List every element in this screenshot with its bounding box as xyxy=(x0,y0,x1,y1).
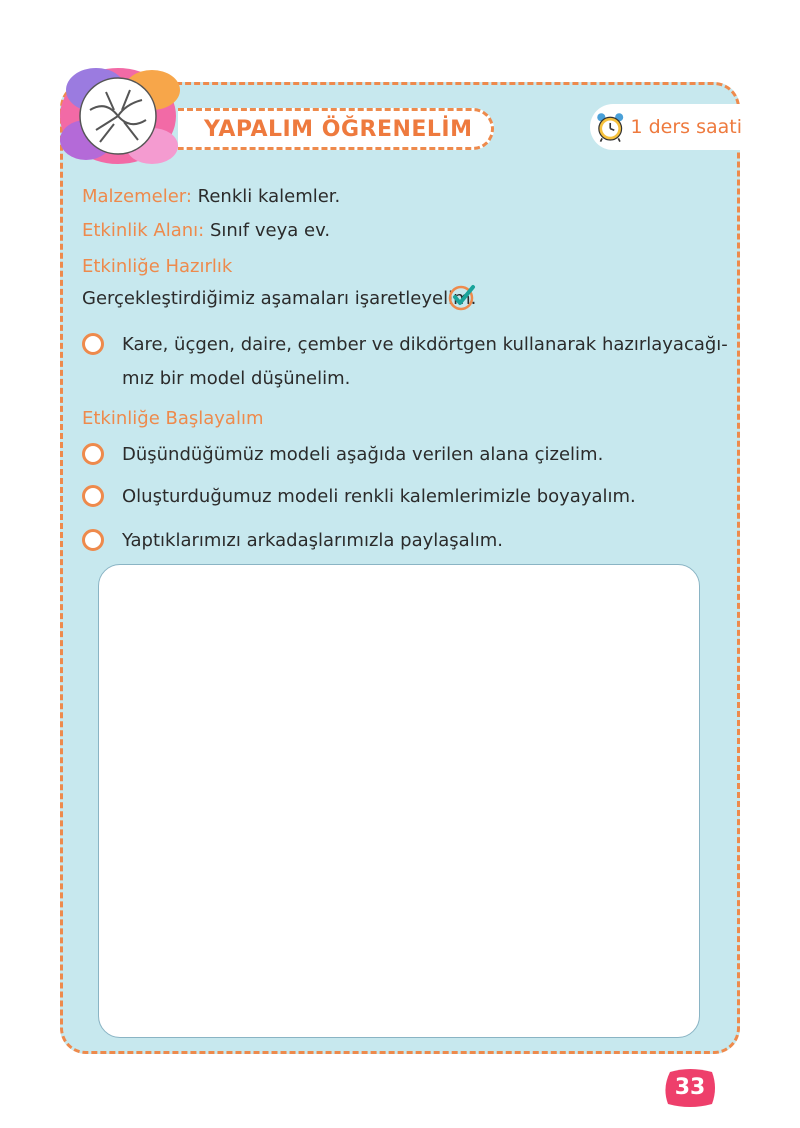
start-item: Yaptıklarımızı arkadaşlarımızla paylaşalım. xyxy=(122,530,503,551)
duration-text: 1 ders saati xyxy=(630,116,742,138)
checkbox-circle[interactable] xyxy=(82,333,104,355)
drawing-area[interactable] xyxy=(98,564,700,1038)
area-value: Sınıf veya ev. xyxy=(209,220,331,241)
page-number: 33 xyxy=(674,1075,706,1100)
preparation-item-line1: Kare, üçgen, daire, çember ve dikdörtgen kullanarak hazırlayacağı- xyxy=(122,334,728,355)
area-line xyxy=(82,220,330,241)
checkmark-icon xyxy=(447,282,477,312)
start-heading: Etkinliğe Başlayalım xyxy=(82,408,264,429)
materials-label: Malzemeler: xyxy=(82,186,192,207)
section-title-banner xyxy=(178,108,494,150)
checkbox-circle[interactable] xyxy=(82,443,104,465)
hands-emblem-icon xyxy=(56,60,196,170)
materials-line xyxy=(82,186,340,207)
materials-value: Renkli kalemler. xyxy=(197,186,341,207)
preparation-item-line2: mız bir model düşünelim. xyxy=(122,368,351,389)
preparation-heading: Etkinliğe Hazırlık xyxy=(82,256,233,277)
start-item: Oluşturduğumuz modeli renkli kalemlerimizle boyayalım. xyxy=(122,486,636,507)
area-label: Etkinlik Alanı: xyxy=(82,220,205,241)
section-title: YAPALIM ÖĞRENELİM xyxy=(204,116,473,142)
duration-badge xyxy=(590,104,742,150)
checkbox-circle[interactable] xyxy=(82,485,104,507)
checkbox-circle[interactable] xyxy=(82,529,104,551)
alarm-clock-icon xyxy=(594,107,626,147)
start-item: Düşündüğümüz modeli aşağıda verilen alana çizelim. xyxy=(122,444,604,465)
preparation-instruction: Gerçekleştirdiğimiz aşamaları işaretleyelim. xyxy=(82,288,477,309)
